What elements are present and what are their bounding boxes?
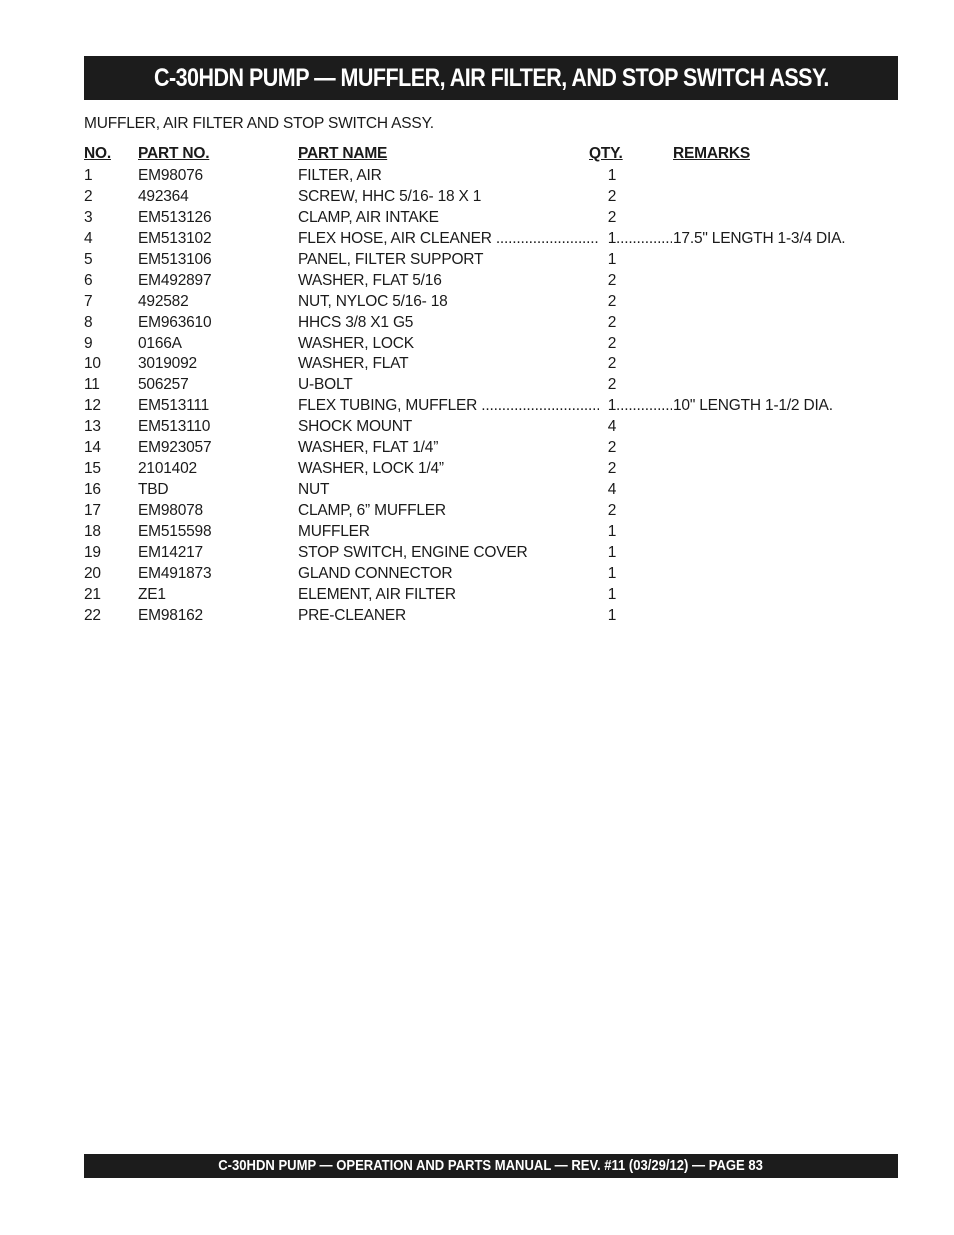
row-part-name: WASHER, LOCK 1/4” xyxy=(298,460,444,478)
row-part-name: HHCS 3/8 X1 G5 xyxy=(298,313,414,331)
row-qty: 2 xyxy=(607,271,617,289)
table-row xyxy=(84,334,884,355)
row-part-name: PRE-CLEANER xyxy=(298,606,407,624)
row-part-name: NUT, NYLOC 5/16- 18 xyxy=(298,292,448,310)
row-remarks: 10" LENGTH 1-1/2 DIA. xyxy=(673,397,833,415)
row-no: 7 xyxy=(84,292,93,310)
row-qty: 1 xyxy=(607,250,617,268)
table-row xyxy=(84,417,884,438)
row-part-name: CLAMP, 6” MUFFLER xyxy=(298,502,446,519)
row-qty: 1 xyxy=(607,585,617,603)
row-part-no: ZE1 xyxy=(138,585,166,603)
table-body xyxy=(84,166,884,627)
part-name-text: FLEX HOSE, AIR CLEANER xyxy=(298,229,492,247)
row-qty: 2 xyxy=(607,208,617,226)
row-no: 10 xyxy=(84,355,101,373)
row-part-no: 0166A xyxy=(138,334,182,352)
table-header-row xyxy=(84,144,884,166)
row-no: 20 xyxy=(84,564,101,582)
table-row xyxy=(84,396,884,417)
header-part-no: PART NO. xyxy=(138,145,210,162)
table-row xyxy=(84,606,884,627)
header-part-name: PART NAME xyxy=(298,145,388,162)
row-qty: 2 xyxy=(607,502,617,519)
row-no: 15 xyxy=(84,460,101,478)
table-row xyxy=(84,501,884,522)
row-no: 19 xyxy=(84,543,101,561)
row-qty: 2 xyxy=(607,187,617,205)
page-footer: C-30HDN PUMP — OPERATION AND PARTS MANUAL — REV. #11 (03/29/12) — PAGE 83 xyxy=(218,1158,764,1174)
row-no: 5 xyxy=(84,250,93,268)
row-part-no: EM513126 xyxy=(138,208,212,226)
row-part-name: SCREW, HHC 5/16- 18 X 1 xyxy=(298,187,482,205)
row-no: 8 xyxy=(84,313,93,331)
table-row xyxy=(84,375,884,396)
row-part-no: EM963610 xyxy=(138,313,212,331)
leader-dots xyxy=(616,229,672,250)
table-row xyxy=(84,229,884,250)
row-part-no: 492582 xyxy=(138,292,189,310)
table-row xyxy=(84,522,884,543)
parts-table xyxy=(84,144,884,627)
table-row xyxy=(84,585,884,606)
row-no: 1 xyxy=(84,167,93,184)
table-row xyxy=(84,564,884,585)
row-qty: 2 xyxy=(607,439,617,457)
row-qty: 1 xyxy=(607,397,617,415)
row-part-name: WASHER, FLAT 1/4” xyxy=(298,439,439,457)
row-part-name: PANEL, FILTER SUPPORT xyxy=(298,250,484,268)
row-part-no: EM14217 xyxy=(138,543,203,561)
row-no: 14 xyxy=(84,439,101,457)
table-row xyxy=(84,354,884,375)
part-name-text: FLEX TUBING, MUFFLER xyxy=(298,397,478,415)
row-part-name: MUFFLER xyxy=(298,522,370,540)
row-qty: 1 xyxy=(607,543,617,561)
row-no: 16 xyxy=(84,481,101,499)
row-part-name: WASHER, FLAT xyxy=(298,355,409,373)
row-part-name: SHOCK MOUNT xyxy=(298,418,413,436)
table-row xyxy=(84,543,884,564)
row-no: 2 xyxy=(84,187,93,205)
row-qty: 1 xyxy=(607,522,617,540)
row-qty: 1 xyxy=(607,167,617,184)
table-row xyxy=(84,438,884,459)
table-row xyxy=(84,480,884,501)
header-qty: QTY. xyxy=(589,145,623,162)
table-row xyxy=(84,187,884,208)
row-no: 12 xyxy=(84,397,101,415)
row-part-no: EM491873 xyxy=(138,564,212,582)
row-part-name: FILTER, AIR xyxy=(298,167,382,184)
row-part-no: EM98076 xyxy=(138,167,203,184)
row-part-name: NUT xyxy=(298,481,330,499)
row-no: 9 xyxy=(84,334,93,352)
row-no: 11 xyxy=(84,376,100,394)
row-part-no: 2101402 xyxy=(138,460,197,478)
leader-dots xyxy=(616,396,672,417)
row-no: 6 xyxy=(84,271,93,289)
row-part-no: EM98078 xyxy=(138,502,203,519)
row-part-name: WASHER, FLAT 5/16 xyxy=(298,271,442,289)
row-qty: 2 xyxy=(607,313,617,331)
row-part-name: STOP SWITCH, ENGINE COVER xyxy=(298,543,528,561)
row-no: 21 xyxy=(84,585,101,603)
row-no: 13 xyxy=(84,418,101,436)
row-part-name: ELEMENT, AIR FILTER xyxy=(298,585,456,603)
row-no: 18 xyxy=(84,522,101,540)
row-part-no: EM98162 xyxy=(138,606,203,624)
page-footer-bar xyxy=(84,1154,898,1178)
row-part-no: 492364 xyxy=(138,187,189,205)
row-qty: 2 xyxy=(607,334,617,352)
row-part-name: GLAND CONNECTOR xyxy=(298,564,453,582)
table-row xyxy=(84,292,884,313)
row-no: 17 xyxy=(84,502,101,519)
row-part-name: WASHER, LOCK xyxy=(298,334,414,352)
row-part-name xyxy=(298,229,599,250)
row-part-no: 3019092 xyxy=(138,355,197,373)
row-part-name: U-BOLT xyxy=(298,376,353,394)
row-qty: 2 xyxy=(607,460,617,478)
page-title-bar xyxy=(84,56,898,100)
header-no: NO. xyxy=(84,145,111,162)
row-no: 4 xyxy=(84,229,93,247)
row-qty: 4 xyxy=(607,418,617,436)
row-no: 22 xyxy=(84,606,101,624)
row-qty: 1 xyxy=(607,564,617,582)
row-qty: 1 xyxy=(607,229,617,247)
table-row xyxy=(84,313,884,334)
table-row xyxy=(84,250,884,271)
row-part-no: TBD xyxy=(138,481,169,499)
row-part-no: EM923057 xyxy=(138,439,212,457)
row-qty: 2 xyxy=(607,355,617,373)
row-part-no: 506257 xyxy=(138,376,189,394)
row-qty: 1 xyxy=(607,606,617,624)
row-part-no: EM513102 xyxy=(138,229,212,247)
row-no: 3 xyxy=(84,208,93,226)
row-part-no: EM513106 xyxy=(138,250,212,268)
row-part-no: EM515598 xyxy=(138,522,212,540)
row-part-no: EM513110 xyxy=(138,418,211,436)
table-row xyxy=(84,166,884,187)
table-row xyxy=(84,459,884,480)
table-row xyxy=(84,271,884,292)
row-part-name xyxy=(298,396,599,417)
page-title: C-30HDN PUMP — MUFFLER, AIR FILTER, AND STOP SWITCH ASSY. xyxy=(153,63,829,92)
row-remarks: 17.5" LENGTH 1-3/4 DIA. xyxy=(673,229,846,247)
row-part-no: EM513111 xyxy=(138,397,210,415)
section-subtitle: MUFFLER, AIR FILTER AND STOP SWITCH ASSY. xyxy=(84,115,434,132)
row-qty: 4 xyxy=(607,481,617,499)
header-remarks: REMARKS xyxy=(673,145,750,162)
row-part-name: CLAMP, AIR INTAKE xyxy=(298,208,439,226)
row-qty: 2 xyxy=(607,376,617,394)
row-part-no: EM492897 xyxy=(138,271,212,289)
table-row xyxy=(84,208,884,229)
row-qty: 2 xyxy=(607,292,617,310)
